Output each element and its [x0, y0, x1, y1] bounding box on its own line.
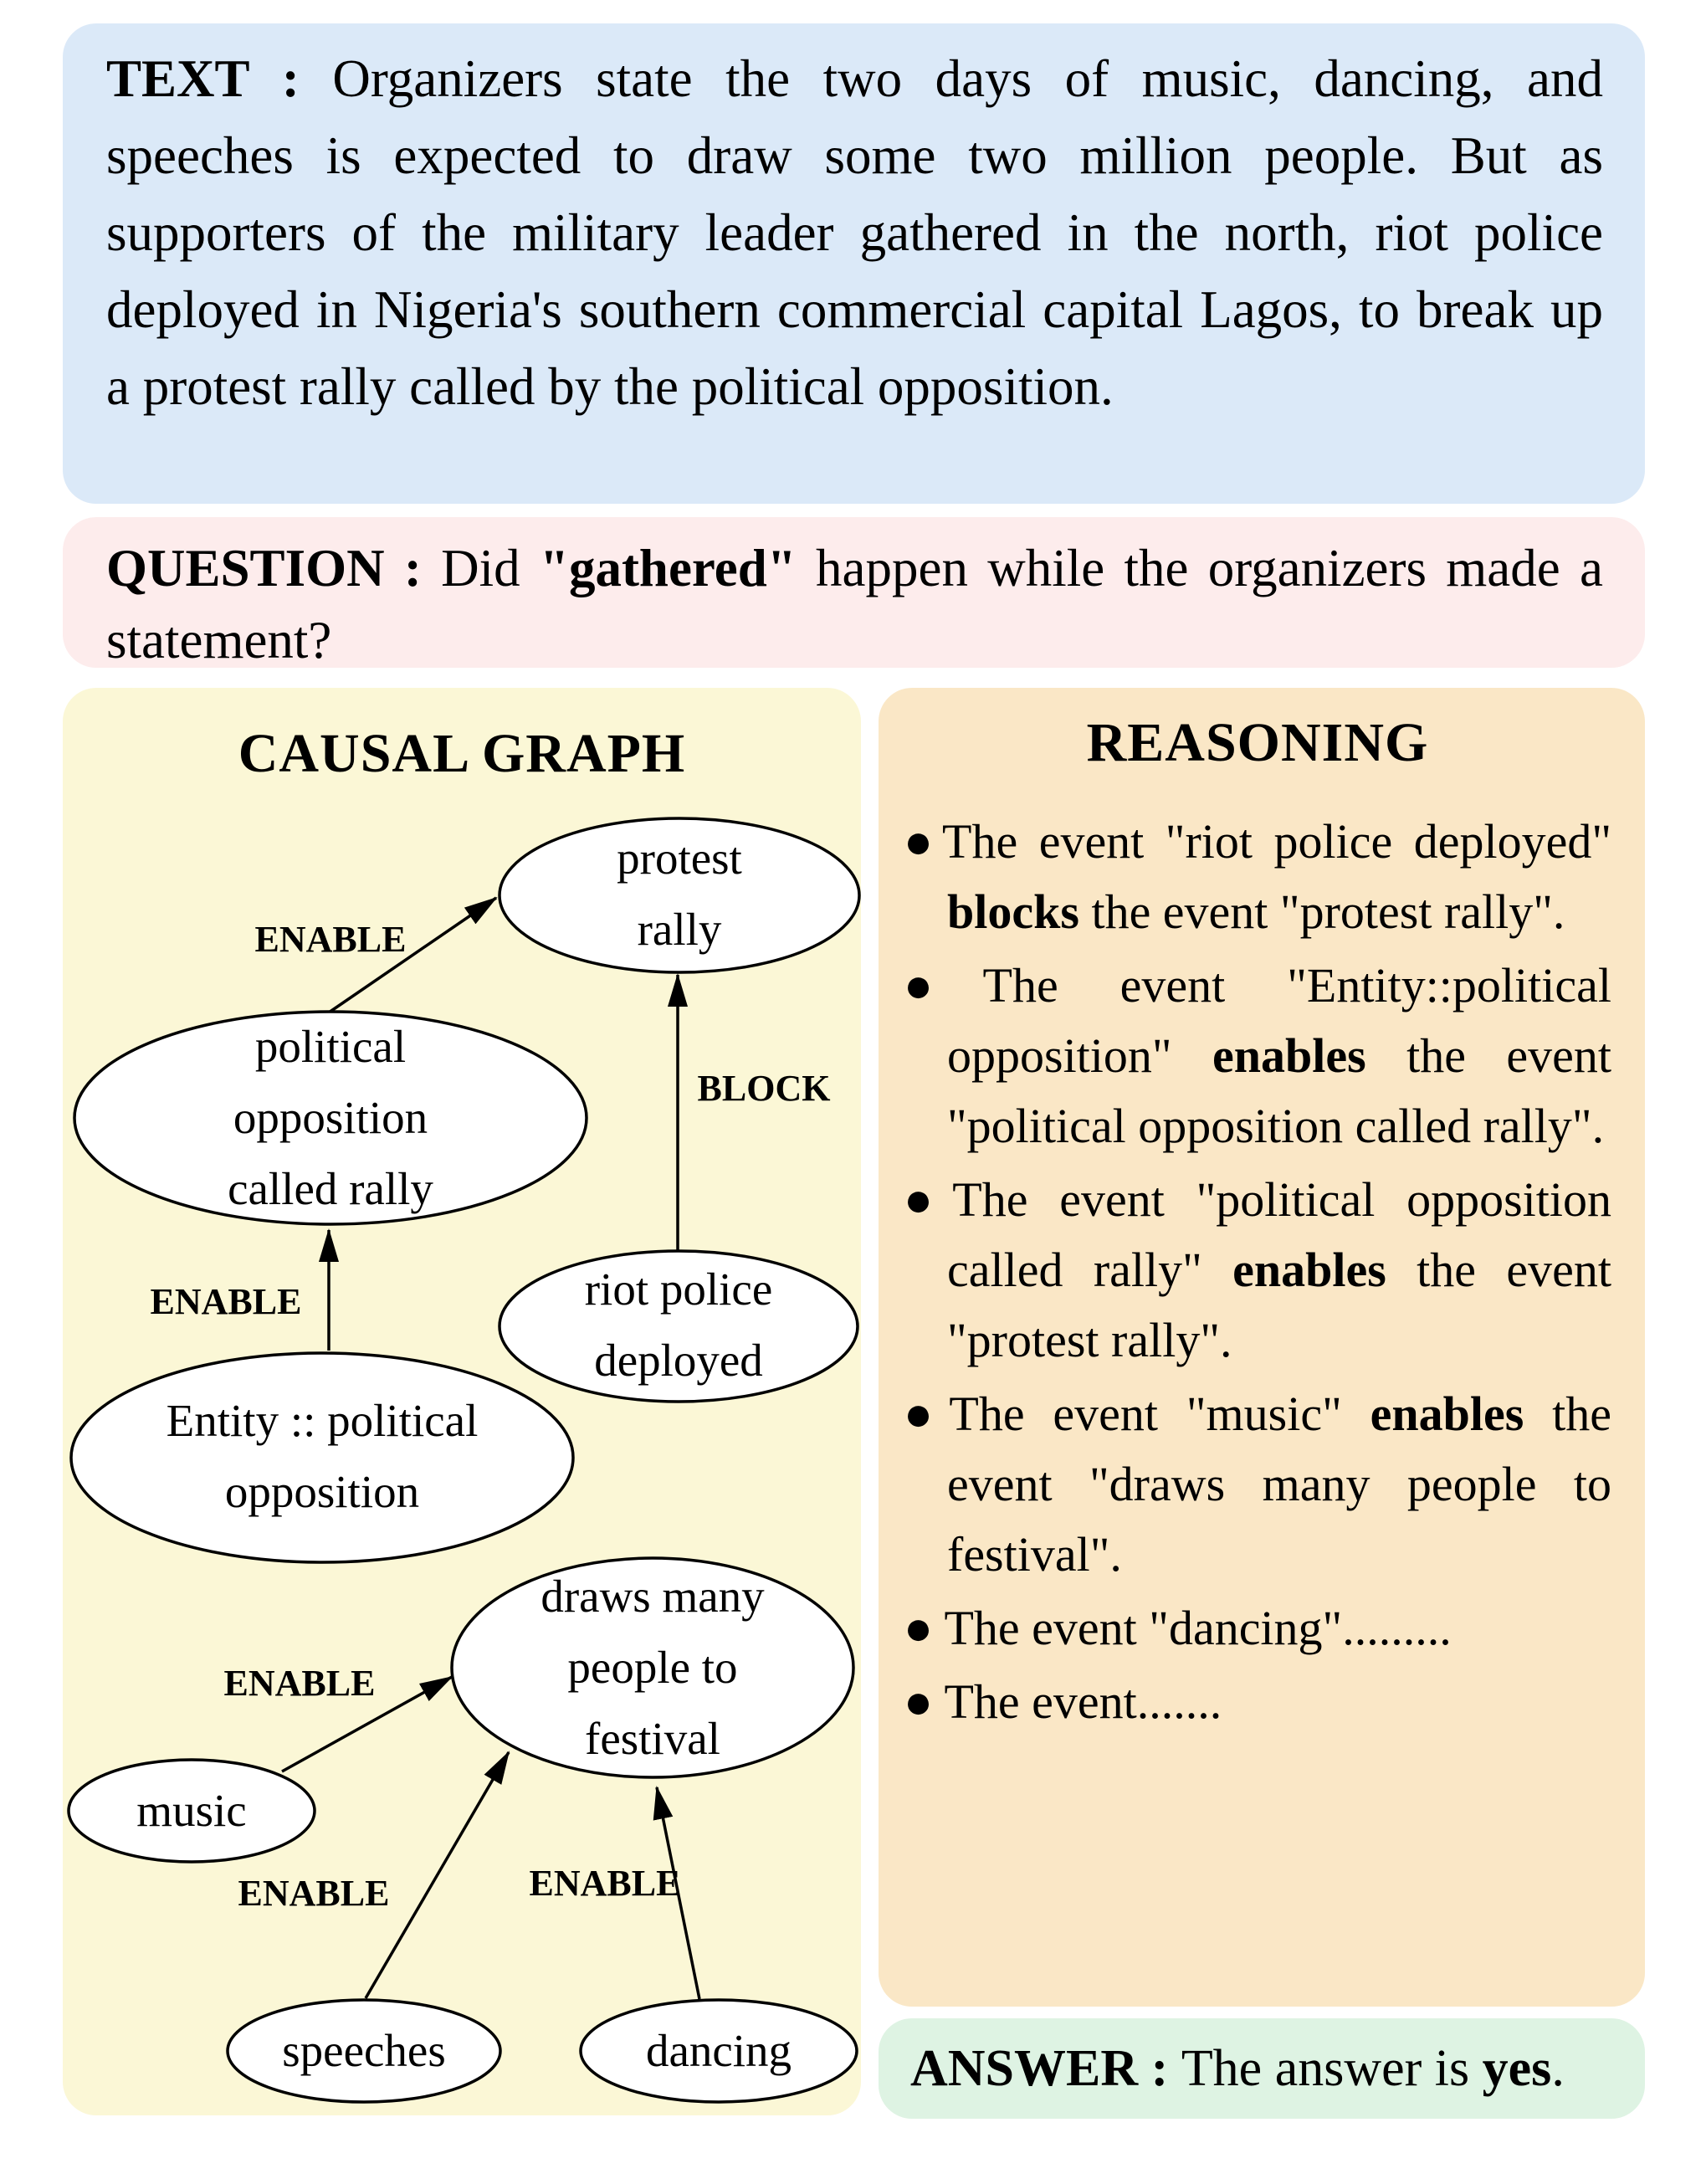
- block-label: BLOCK: [697, 1068, 831, 1109]
- node-riot-police-deployed: [500, 1251, 858, 1402]
- edge-riot-police-blocks-protest-rally: [678, 975, 830, 1253]
- bullet-icon: ●: [904, 1674, 934, 1729]
- causal-graph-title: CAUSAL GRAPH: [238, 723, 686, 784]
- question-box: [63, 517, 1645, 668]
- node-label-line: festival: [585, 1713, 720, 1764]
- node-label-line: political: [254, 1021, 407, 1072]
- node-label-line: opposition: [224, 1466, 420, 1517]
- enable-label: ENABLE: [150, 1281, 302, 1322]
- reasoning-bullet: [904, 1593, 1611, 1664]
- causal-graph-panel: [63, 688, 861, 2115]
- edge-called-rally-enables-protest-rally: [255, 898, 496, 1013]
- enable-label: ENABLE: [254, 919, 407, 960]
- edge-entity-enables-called-rally: [151, 1230, 329, 1351]
- reasoning-bullets: [904, 807, 1611, 1737]
- bullet-text: The event "Entity::political opposition" enables the event "political opposition called rally".: [947, 958, 1611, 1153]
- edge-music-enables-draws-many: [224, 1663, 452, 1771]
- node-dancing: [581, 2000, 857, 2102]
- node-label-line: speeches: [282, 2025, 446, 2076]
- node-label-line: dancing: [645, 2025, 792, 2076]
- node-music: [69, 1760, 315, 1862]
- answer-text: ANSWER : The answer is yes.: [910, 2039, 1565, 2097]
- bullet-text: The event "political opposition called rally" enables the event "protest rally".: [947, 1172, 1611, 1367]
- node-label-line: protest: [617, 833, 742, 884]
- reasoning-title: REASONING: [1086, 712, 1429, 773]
- node-speeches: [228, 2000, 500, 2102]
- question-paragraph: QUESTION : Did "gathered" happen while the organizers made a statement?: [106, 539, 1603, 669]
- node-entity-political-opposition: [71, 1353, 573, 1562]
- reasoning-bullet: [904, 1165, 1611, 1376]
- causal-graph-svg: [63, 688, 861, 2115]
- reasoning-panel: [879, 688, 1645, 2007]
- edge-dancing-enables-draws-many: [530, 1787, 699, 1999]
- text-paragraph: TEXT : Organizers state the two days of music, dancing, and speeches is expected to draw some two million people. But as supporters of the military leader gathered in the north, riot police deployed in Nigeria's southern commercial capital Lagos, to break up a protest rally called by the political opposition.: [106, 49, 1603, 416]
- node-label-line: opposition: [233, 1092, 428, 1143]
- bullet-icon: ●: [904, 958, 983, 1013]
- node-label-line: Entity :: political: [166, 1395, 479, 1446]
- node-protest-rally: [500, 818, 859, 972]
- bullet-icon: ●: [904, 1601, 934, 1655]
- reasoning-bullet: [904, 807, 1611, 947]
- bullet-icon: ●: [904, 1387, 950, 1441]
- enable-label: ENABLE: [223, 1663, 376, 1704]
- enable-label: ENABLE: [529, 1863, 681, 1904]
- bullet-icon: ●: [904, 814, 943, 869]
- node-political-opposition-called-rally: [74, 1012, 587, 1224]
- bullet-text: The event "riot police deployed" blocks the event "protest rally".: [942, 814, 1611, 939]
- bullet-icon: ●: [904, 1172, 953, 1227]
- bullet-text: The event "dancing".........: [933, 1601, 1452, 1655]
- bullet-text: The event "music" enables the event "draws many people to festival".: [947, 1387, 1612, 1582]
- node-draws-many-people-to-festival: [452, 1558, 853, 1777]
- bullet-text: The event.......: [933, 1674, 1222, 1729]
- reasoning-bullet: [904, 1379, 1611, 1590]
- node-label-line: people to: [567, 1642, 738, 1693]
- node-label-line: draws many: [540, 1571, 765, 1622]
- node-label-line: deployed: [594, 1335, 763, 1386]
- reasoning-bullet: [904, 951, 1611, 1161]
- node-label-line: riot police: [584, 1264, 773, 1315]
- reasoning-bullet: [904, 1667, 1611, 1737]
- node-label-line: rally: [637, 904, 722, 955]
- node-ellipse: [71, 1353, 573, 1562]
- node-label-line: called rally: [228, 1163, 433, 1214]
- node-label-line: music: [136, 1785, 247, 1836]
- text-box: [63, 23, 1645, 504]
- answer-box: [879, 2018, 1645, 2119]
- enable-label: ENABLE: [238, 1873, 390, 1914]
